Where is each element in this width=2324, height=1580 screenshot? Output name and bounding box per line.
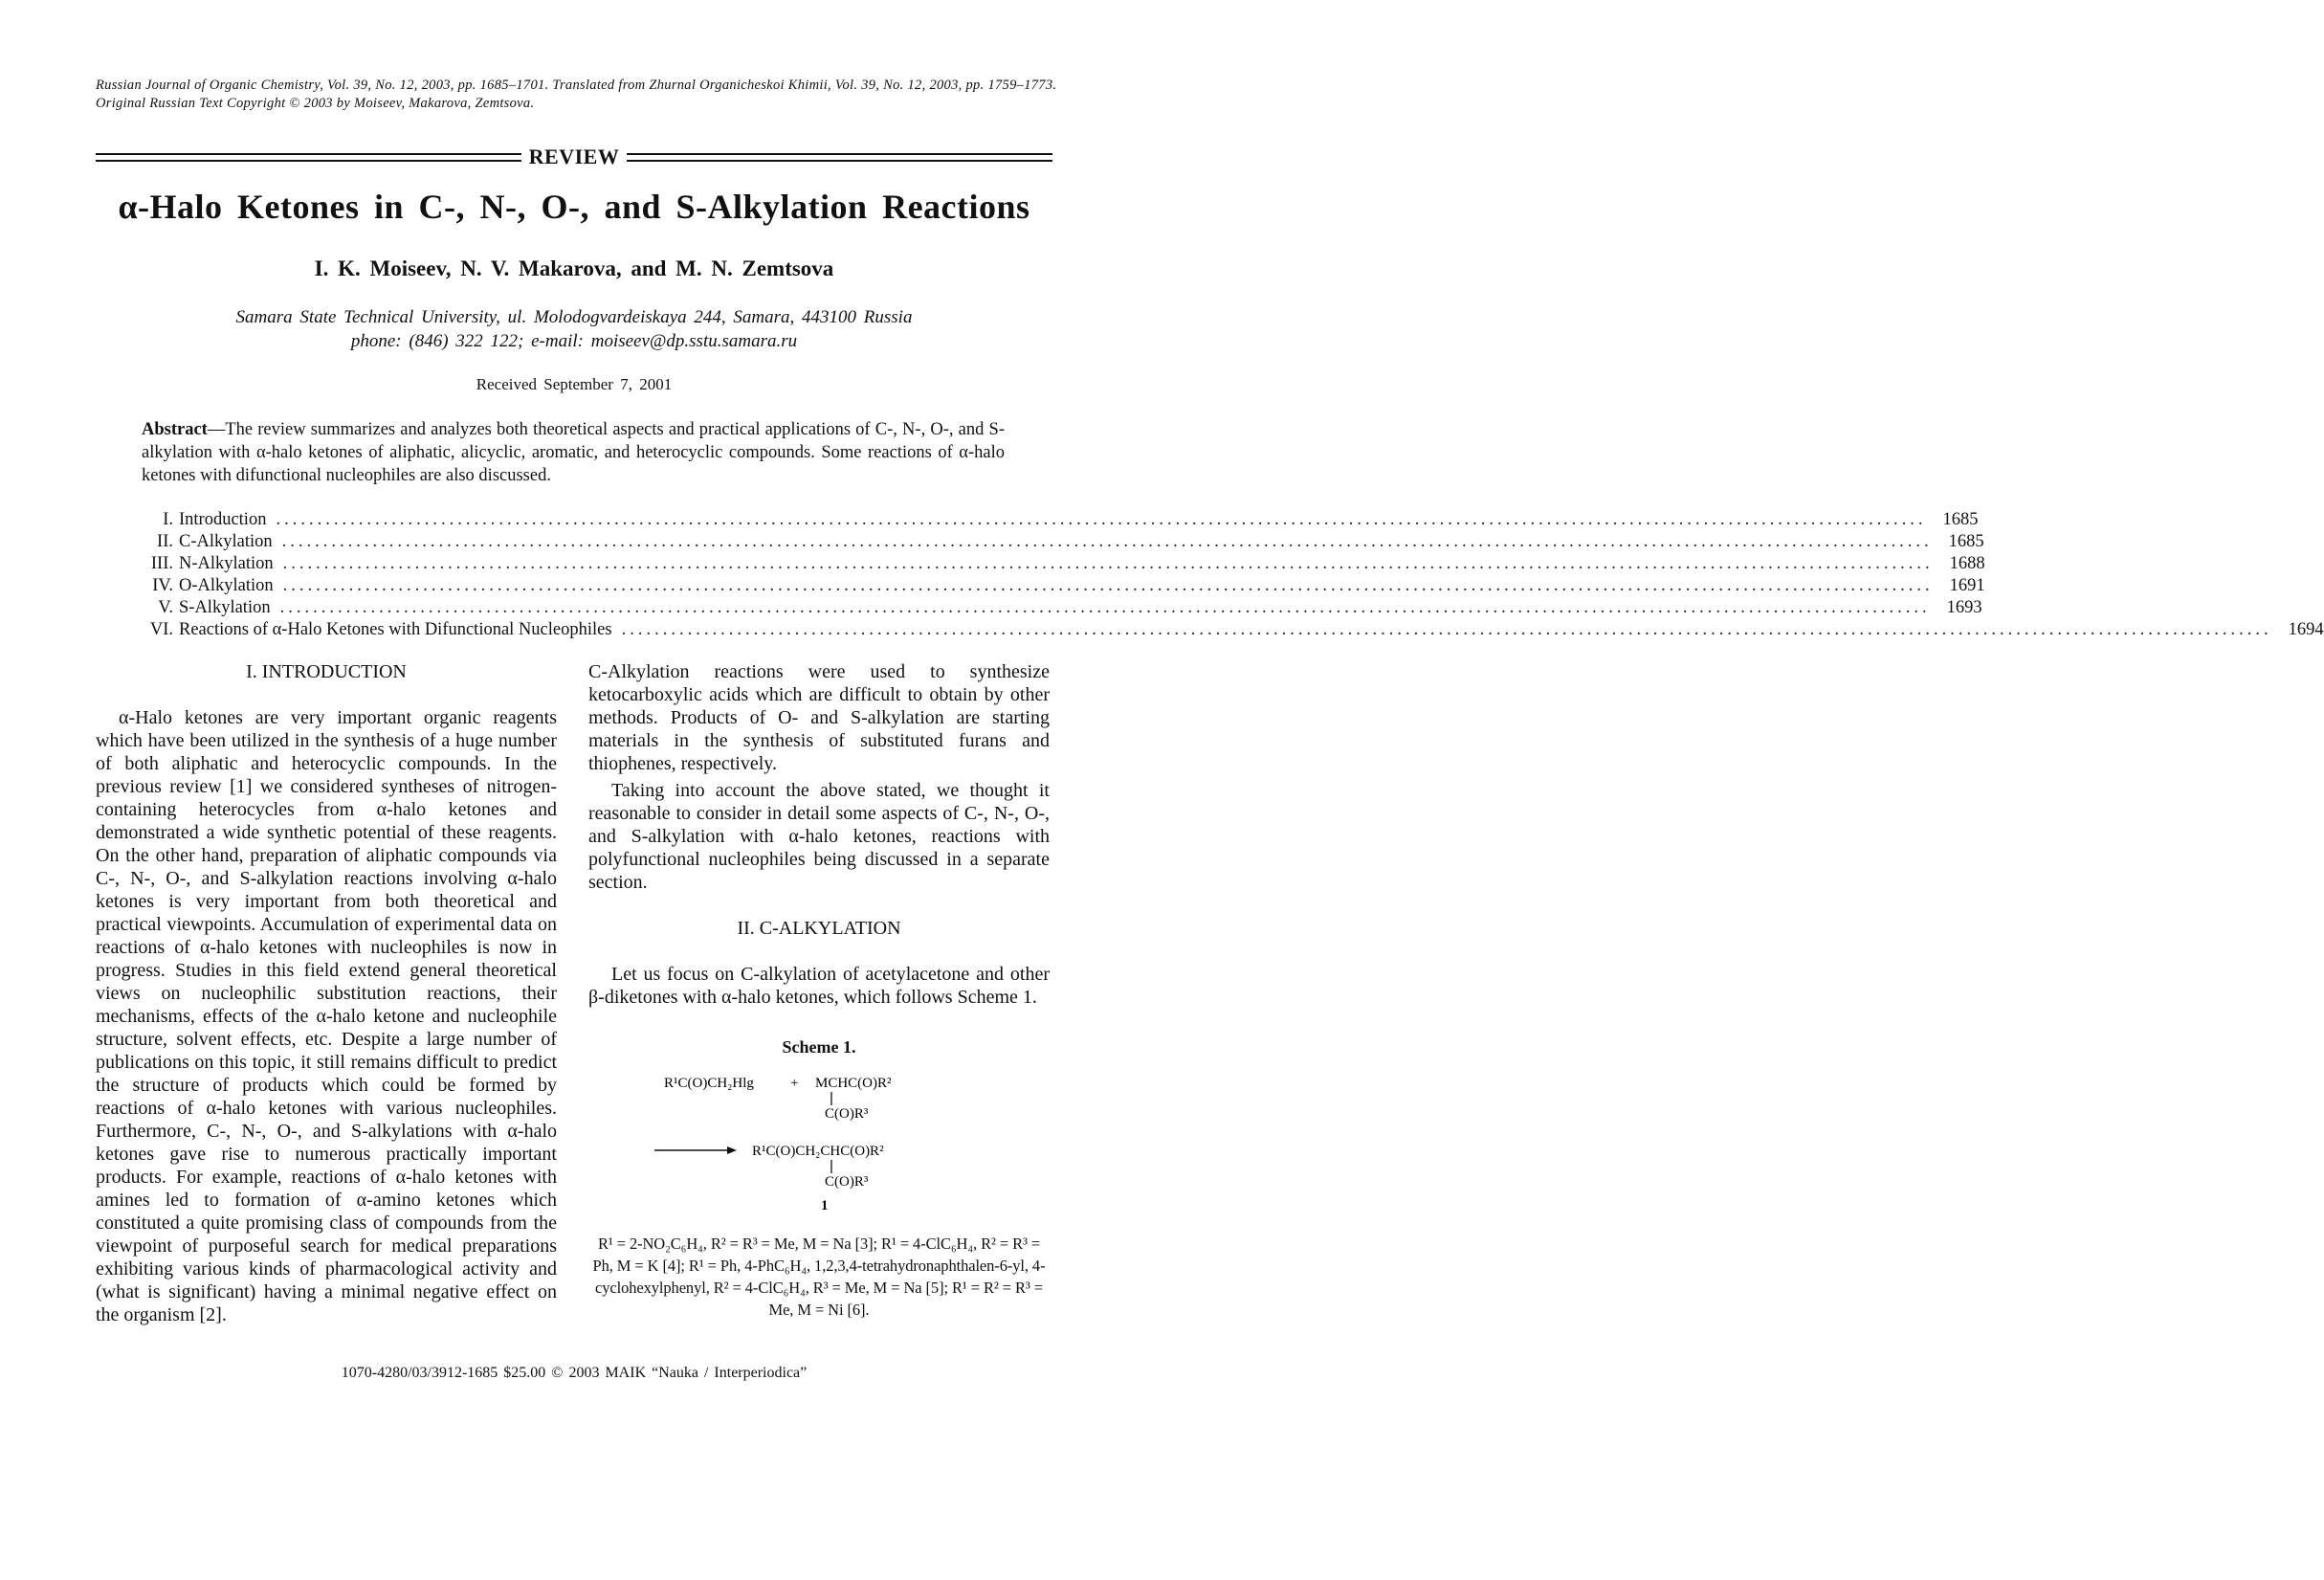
toc-number: V.: [158, 598, 173, 617]
toc-page: 1694: [2288, 620, 2324, 639]
section-heading-c-alkylation: II. C-ALKYLATION: [737, 918, 901, 939]
toc-label: N-Alkylation: [179, 554, 274, 573]
toc-page: 1691: [1949, 576, 1985, 595]
toc-number: II.: [157, 532, 173, 551]
intro-paragraph-continued: C-Alkylation reactions were used to synthesize ketocarboxylic acids which are difficult to obtain by other methods. Products of O- and S-alkylation are starting materials in the synthesis of substituted furans and thiophenes, respectively.: [588, 661, 1050, 774]
intro-paragraph: α-Halo ketones are very important organic reagents which have been utilized in the synthesis of a huge number of both aliphatic and heterocyclic compounds. In the previous review [1] we considered syntheses of nitrogen-containing heterocycles from α-halo ketones and demonstrated a wide synthetic potential of these reagents. On the other hand, preparation of aliphatic compounds via C-, N-, O-, and S-alkylation reactions involving α-halo ketones is very important from both theoretical and practical viewpoints. Accumulation of experimental data on reactions of α-halo ketones with nucleophiles is now in progress. Studies in this field extend general theoretical views on nucleophilic substitution reactions, their mechanisms, effects of the α-halo ketone and nucleophile structure, solvent effects, etc. Despite a large number of publications on this topic, it still remains difficult to predict the structure of products which could be formed by reactions of α-halo ketones with various nucleophiles. Furthermore, C-, N-, O-, and S-alkylations with α-halo ketones gave rise to numerous practically important products. For example, reactions of α-halo ketones with amines led to formation of α-amino ketones which constituted a quite promising class of compounds from the viewpoint of purposeful search for medical preparations exhibiting various kinds of pharmacological activity and (what is significant) having a minimal negative effect on the organism [2].: [96, 707, 557, 1325]
received-date: Received September 7, 2001: [476, 375, 673, 393]
scheme-reactant-2-substituent: C(O)R³: [825, 1106, 869, 1122]
toc-entry: [142, 531, 1984, 553]
toc-leader: ........................................................................................................................................................................................................: [282, 554, 1934, 573]
toc-label: C-Alkylation: [179, 532, 273, 551]
abstract-text: —The review summarizes and analyzes both theoretical aspects and practical applications of C-, N-, O-, and S-alkylation with α-halo ketones of aliphatic, alicyclic, aromatic, and heterocyclic compounds. Some reactions of α-halo ketones with difunctional nucleophiles are also discussed.: [142, 420, 1005, 485]
citation-line: Russian Journal of Organic Chemistry, Vol. 39, No. 12, 2003, pp. 1685–1701. Translated from Zhurnal Organicheskoi Khimii, Vol. 39, No. 12, 2003, pp. 1759–1773.: [96, 78, 1057, 93]
abstract-label: Abstract: [142, 420, 208, 439]
toc-leader: ........................................................................................................................................................................................................: [276, 510, 1927, 529]
toc-number: III.: [150, 554, 173, 573]
banner-rule-right: [627, 153, 1052, 162]
right-column: [588, 660, 1050, 1321]
toc-entry: [142, 509, 1979, 531]
banner-rule-left: [96, 153, 521, 162]
intro-paragraph: Taking into account the above stated, we thought it reasonable to consider in detail some aspects of C-, N-, O-, and S-alkylation with α-halo ketones, reactions with polyfunctional nucleophiles being discussed in a separate section.: [588, 780, 1050, 893]
toc-number: I.: [163, 510, 173, 529]
article-title: α-Halo Ketones in C-, N-, O-, and S-Alkylation Reactions: [118, 188, 1030, 226]
table-of-contents: [142, 509, 2324, 641]
affiliation: [96, 305, 1052, 353]
scheme-product: R¹C(O)CH₂CHC(O)R²: [752, 1144, 884, 1159]
section-heading-introduction: I. INTRODUCTION: [246, 661, 407, 682]
copyright-line: Original Russian Text Copyright © 2003 by Moiseev, Makarova, Zemtsova.: [96, 96, 535, 111]
scheme-reactant-2: MCHC(O)R²: [815, 1076, 892, 1091]
section-label: REVIEW: [528, 145, 620, 168]
toc-entry: [142, 619, 2324, 641]
toc-label: S-Alkylation: [179, 598, 271, 617]
toc-label: Reactions of α-Halo Ketones with Difunctional Nucleophiles: [179, 620, 612, 639]
scheme-title: Scheme 1.: [782, 1037, 856, 1057]
left-column: [96, 660, 557, 1326]
scheme-caption: R¹ = 2-NO₂C₆H₄, R² = R³ = Me, M = Na [3]; R¹ = 4-ClC₆H₄, R² = R³ = Ph, M = K [4]; R¹ = Ph, 4-PhC₆H₄, 1,2,3,4-tetrahydronaphthalen-6-yl, 4-cyclohexylphenyl, R² = 4-ClC₆H₄, R³ = Me, M = Na [5]; R¹ = R² = R³ = Me, M = Ni [6].: [592, 1235, 1046, 1319]
toc-page: 1685: [1942, 510, 1979, 529]
scheme-arrowhead: [727, 1146, 737, 1154]
author-list: I. K. Moiseev, N. V. Makarova, and M. N. Zemtsova: [314, 256, 834, 280]
journal-header: [96, 77, 1057, 113]
section-banner: [96, 143, 1052, 171]
toc-number: VI.: [149, 620, 173, 639]
toc-number: IV.: [152, 576, 173, 595]
toc-entry: [142, 597, 1982, 619]
scheme-reactant-1: R¹C(O)CH₂Hlg: [664, 1076, 754, 1091]
toc-entry: [142, 553, 1985, 575]
affiliation-address: Samara State Technical University, ul. Molodogvardeiskaya 244, Samara, 443100 Russia: [235, 307, 913, 327]
c-alkylation-paragraph: Let us focus on C-alkylation of acetylacetone and other β-diketones with α-halo ketones, which follows Scheme 1.: [588, 964, 1050, 1008]
toc-leader: ........................................................................................................................................................................................................: [281, 532, 1933, 551]
toc-page: 1693: [1946, 598, 1982, 617]
page-footer: 1070-4280/03/3912-1685 $25.00 © 2003 MAIK “Nauka / Interperiodica”: [341, 1365, 808, 1381]
toc-leader: ........................................................................................................................................................................................................: [279, 598, 1931, 617]
reaction-scheme: [628, 1064, 1010, 1227]
toc-leader: ........................................................................................................................................................................................................: [282, 576, 1934, 595]
toc-page: 1685: [1948, 532, 1984, 551]
abstract: [142, 418, 1005, 487]
toc-entry: [142, 575, 1985, 597]
toc-label: O-Alkylation: [179, 576, 274, 595]
scheme-plus: +: [790, 1076, 799, 1091]
affiliation-contact: phone: (846) 322 122; e-mail: moiseev@dp.sstu.samara.ru: [350, 331, 798, 351]
toc-label: Introduction: [179, 510, 267, 529]
scheme-compound-number: 1: [821, 1198, 829, 1213]
scheme-product-substituent: C(O)R³: [825, 1174, 869, 1190]
toc-page: 1688: [1949, 554, 1985, 573]
toc-leader: ........................................................................................................................................................................................................: [621, 620, 2272, 639]
